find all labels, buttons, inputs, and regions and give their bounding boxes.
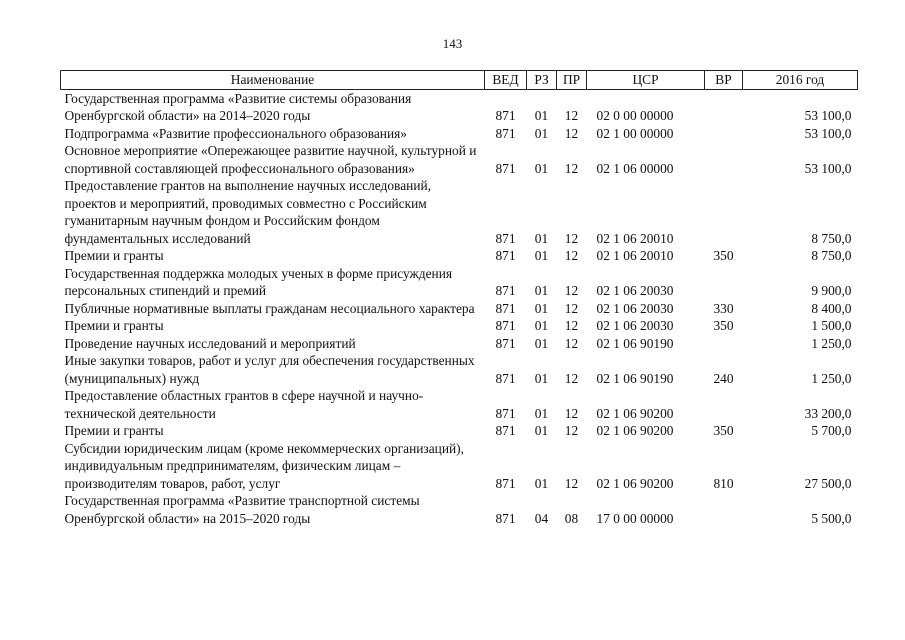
row-pr: 12: [564, 335, 579, 351]
row-ved: 871: [495, 510, 516, 526]
row-ved: 871: [495, 475, 516, 491]
row-amount: 1 500,0: [811, 318, 852, 333]
row-name: Премии и гранты: [64, 248, 164, 263]
row-name: Проведение научных исследований и мероприятий: [64, 335, 356, 351]
row-name: Государственная программа «Развитие системы образования Оренбургской области» на 2014–2020 годы: [64, 90, 412, 123]
table-row: [61, 492, 858, 527]
row-amount: 8 400,0: [811, 300, 852, 316]
table-row: [61, 247, 858, 265]
row-vr: [705, 142, 743, 177]
row-ved: 871: [495, 283, 516, 298]
row-vr: 350: [713, 423, 734, 438]
row-csr: 02 1 06 90190: [596, 370, 674, 386]
header-ved: ВЕД: [485, 71, 527, 90]
row-csr: 02 1 06 90190: [596, 335, 674, 351]
table-row: [61, 422, 858, 440]
table-row: [61, 387, 858, 422]
row-name: Публичные нормативные выплаты гражданам несоциального характера: [64, 300, 475, 316]
row-rz: 01: [534, 248, 549, 263]
row-vr: [705, 492, 743, 527]
row-name: Предоставление областных грантов в сфере научной и научно-технической деятельности: [64, 388, 424, 421]
table-row: [61, 335, 858, 353]
row-pr: 12: [564, 248, 579, 263]
row-pr: 12: [564, 475, 579, 491]
row-name: Государственная поддержка молодых ученых в форме присуждения персональных стипендий и премий: [64, 265, 453, 298]
row-ved: 871: [495, 405, 516, 421]
row-ved: 871: [495, 125, 516, 141]
row-pr: 08: [564, 510, 579, 526]
row-pr: 12: [564, 405, 579, 421]
row-vr: [705, 265, 743, 300]
row-name: Субсидии юридическим лицам (кроме некоммерческих организаций), индивидуальным предпринимателям, физическим лицам – производителям товаров, работ, услуг: [64, 440, 464, 491]
table-row: [61, 125, 858, 143]
row-vr: [705, 335, 743, 353]
row-rz: 01: [534, 300, 549, 316]
row-amount: 27 500,0: [804, 475, 852, 491]
row-pr: 12: [564, 160, 579, 176]
row-name: Премии и гранты: [64, 318, 164, 333]
row-vr: 350: [713, 248, 734, 263]
row-amount: 1 250,0: [811, 335, 852, 351]
row-csr: 02 1 06 90200: [596, 405, 674, 421]
row-csr: 02 1 06 20030: [596, 300, 674, 316]
row-pr: 12: [564, 108, 579, 123]
table-row: [61, 300, 858, 318]
row-amount: 53 100,0: [804, 108, 852, 123]
row-amount: 53 100,0: [804, 125, 852, 141]
row-csr: 02 1 06 20030: [596, 283, 674, 298]
row-amount: 8 750,0: [811, 230, 852, 246]
row-rz: 01: [534, 370, 549, 386]
row-csr: 02 1 06 20010: [596, 248, 674, 263]
row-rz: 01: [534, 125, 549, 141]
table-row: [61, 265, 858, 300]
row-amount: 8 750,0: [811, 248, 852, 263]
row-pr: 12: [564, 125, 579, 141]
row-name: Предоставление грантов на выполнение научных исследований, проектов и мероприятий, проводимых совместно с Российским гуманитарным научным фондом и Российским фондом фундаментальных исследований: [64, 178, 431, 246]
row-ved: 871: [495, 300, 516, 316]
table-row: [61, 177, 858, 247]
table-row: [61, 89, 858, 125]
row-pr: 12: [564, 318, 579, 333]
row-ved: 871: [495, 335, 516, 351]
row-rz: 01: [534, 405, 549, 421]
row-vr: [705, 387, 743, 422]
row-csr: 17 0 00 00000: [596, 510, 674, 526]
header-pr: ПР: [557, 71, 587, 90]
header-rz: РЗ: [527, 71, 557, 90]
table-row: [61, 352, 858, 387]
row-csr: 02 1 06 90200: [596, 423, 674, 438]
row-name: Основное мероприятие «Опережающее развитие научной, культурной и спортивной составляющей профессионального образования»: [64, 143, 477, 176]
row-csr: 02 1 00 00000: [596, 125, 674, 141]
header-name: Наименование: [61, 71, 485, 90]
row-amount: 5 700,0: [811, 423, 852, 438]
page-number: 143: [442, 36, 463, 51]
row-csr: 02 1 06 20010: [596, 230, 674, 246]
row-vr: 240: [713, 370, 734, 386]
row-ved: 871: [495, 160, 516, 176]
row-rz: 01: [534, 423, 549, 438]
row-vr: [705, 177, 743, 247]
row-rz: 01: [534, 108, 549, 123]
row-rz: 01: [534, 475, 549, 491]
row-name: Иные закупки товаров, работ и услуг для обеспечения государственных (муниципальных) нужд: [64, 353, 475, 386]
table-row: [61, 317, 858, 335]
row-pr: 12: [564, 230, 579, 246]
row-ved: 871: [495, 423, 516, 438]
row-vr: [705, 125, 743, 143]
row-pr: 12: [564, 370, 579, 386]
row-name: Премии и гранты: [64, 423, 164, 438]
header-csr: ЦСР: [587, 71, 705, 90]
budget-table: [60, 70, 858, 527]
row-vr: [705, 89, 743, 125]
row-pr: 12: [564, 283, 579, 298]
table-row: [61, 142, 858, 177]
row-vr: 810: [713, 475, 734, 491]
row-name: Государственная программа «Развитие транспортной системы Оренбургской области» на 2015–2020 годы: [64, 493, 420, 526]
row-csr: 02 0 00 00000: [596, 108, 674, 123]
row-csr: 02 1 06 20030: [596, 318, 674, 333]
row-amount: 33 200,0: [804, 405, 852, 421]
row-ved: 871: [495, 248, 516, 263]
header-year: 2016 год: [743, 71, 858, 90]
row-csr: 02 1 06 90200: [596, 475, 674, 491]
row-vr: 350: [713, 318, 734, 333]
row-amount: 1 250,0: [811, 370, 852, 386]
table-row: [61, 440, 858, 493]
row-ved: 871: [495, 108, 516, 123]
row-rz: 01: [534, 160, 549, 176]
row-name: Подпрограмма «Развитие профессионального образования»: [64, 125, 407, 141]
row-ved: 871: [495, 370, 516, 386]
row-vr: 330: [713, 300, 734, 316]
row-rz: 01: [534, 283, 549, 298]
row-pr: 12: [564, 423, 579, 438]
row-ved: 871: [495, 230, 516, 246]
table-header: [61, 71, 858, 90]
row-amount: 9 900,0: [811, 283, 852, 298]
row-rz: 01: [534, 335, 549, 351]
row-amount: 5 500,0: [811, 510, 852, 526]
row-amount: 53 100,0: [804, 160, 852, 176]
header-vr: ВР: [705, 71, 743, 90]
table-body: [61, 89, 858, 527]
row-rz: 01: [534, 318, 549, 333]
row-rz: 04: [534, 510, 549, 526]
row-csr: 02 1 06 00000: [596, 160, 674, 176]
row-rz: 01: [534, 230, 549, 246]
row-ved: 871: [495, 318, 516, 333]
row-pr: 12: [564, 300, 579, 316]
